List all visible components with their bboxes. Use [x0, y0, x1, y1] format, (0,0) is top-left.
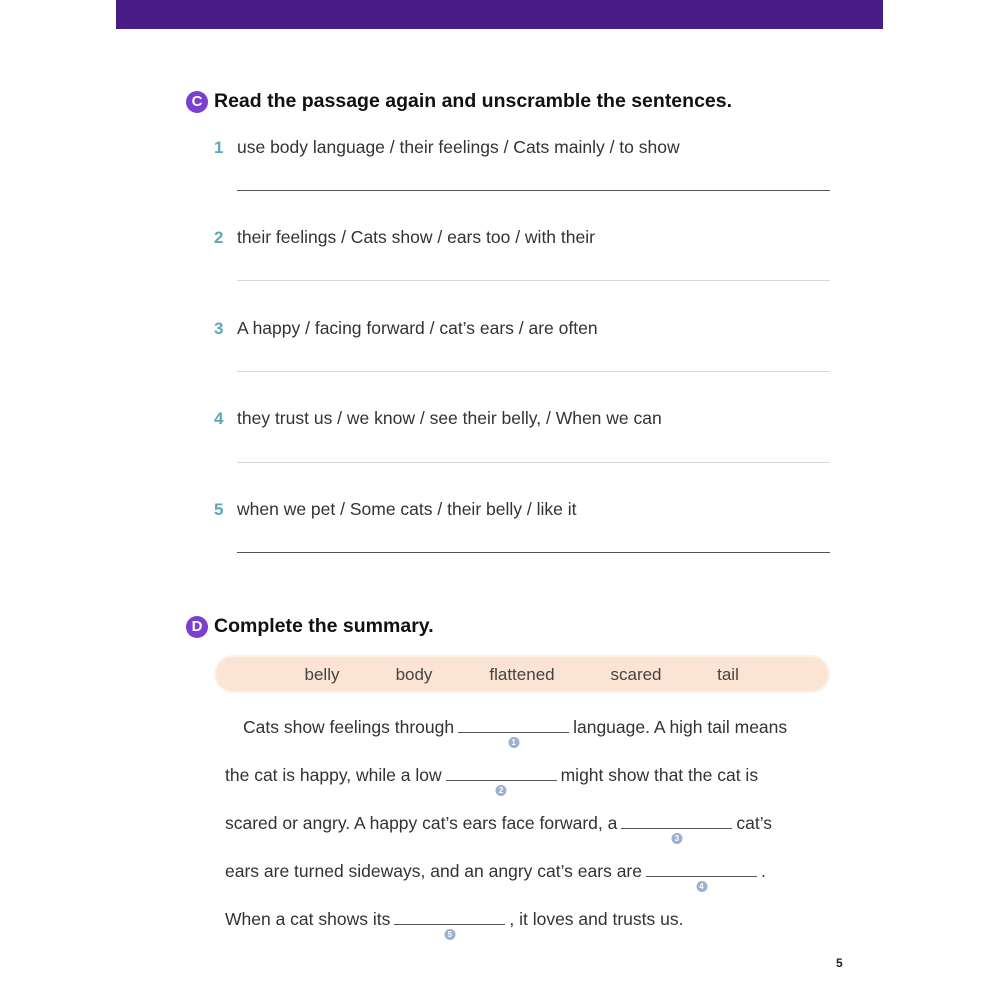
blank-2[interactable] — [446, 779, 557, 795]
item-number: 2 — [214, 228, 224, 247]
blank-marker-4: 4 — [696, 881, 707, 892]
page-number: 5 — [836, 956, 843, 970]
answer-line-1[interactable] — [237, 190, 830, 191]
blank-marker-5: 5 — [444, 929, 455, 940]
item-number: 3 — [214, 319, 224, 338]
summary-text: When a cat shows its — [225, 909, 391, 929]
section-c-badge: C — [186, 91, 208, 113]
blank-1[interactable] — [458, 731, 569, 747]
answer-line-5[interactable] — [237, 552, 830, 553]
section-d-badge: D — [186, 616, 208, 638]
item-number: 1 — [214, 138, 224, 157]
item-number: 5 — [214, 500, 224, 519]
section-c-heading — [186, 90, 732, 113]
word-bank-item: body — [395, 665, 433, 684]
word-bank-item: tail — [717, 665, 739, 684]
word-bank — [216, 657, 828, 691]
item-text: their feelings / Cats show / ears too / with their — [237, 227, 595, 247]
summary-line-1 — [243, 717, 788, 747]
summary-line-5 — [225, 909, 684, 939]
summary-text: might show that the cat is — [560, 765, 759, 785]
list-item — [214, 499, 576, 520]
item-text: they trust us / we know / see their belly, / When we can — [237, 408, 662, 428]
summary-line-2 — [225, 765, 759, 795]
blank-3[interactable] — [621, 827, 732, 843]
section-d-title: Complete the summary. — [214, 615, 434, 637]
word-bank-item: belly — [304, 665, 340, 684]
answer-line-2[interactable] — [237, 280, 830, 281]
blank-marker-2: 2 — [496, 785, 507, 796]
word-bank-item: scared — [610, 665, 662, 684]
list-item — [214, 408, 662, 429]
list-item — [214, 227, 595, 248]
blank-marker-1: 1 — [508, 737, 519, 748]
item-text: when we pet / Some cats / their belly / like it — [237, 499, 577, 519]
blank-marker-3: 3 — [671, 833, 682, 844]
summary-text: the cat is happy, while a low — [225, 765, 442, 785]
blank-4[interactable] — [646, 875, 757, 891]
summary-text: . — [761, 861, 766, 881]
section-d-heading — [186, 615, 434, 638]
item-text: use body language / their feelings / Cats mainly / to show — [237, 137, 680, 157]
blank-5[interactable] — [394, 923, 505, 939]
list-item — [214, 137, 680, 158]
summary-line-3 — [225, 813, 773, 843]
summary-line-4 — [225, 861, 766, 891]
list-item — [214, 318, 598, 339]
summary-text: scared or angry. A happy cat’s ears face forward, a — [225, 813, 618, 833]
summary-text: ears are turned sideways, and an angry cat’s ears are — [225, 861, 642, 881]
word-bank-item: flattened — [489, 665, 555, 684]
section-c-title: Read the passage again and unscramble the sentences. — [214, 90, 733, 112]
item-text: A happy / facing forward / cat’s ears / are often — [237, 318, 598, 338]
summary-text: Cats show feelings through — [243, 717, 455, 737]
summary-text: cat’s — [736, 813, 773, 833]
item-number: 4 — [214, 409, 224, 428]
answer-line-4[interactable] — [237, 462, 830, 463]
header-bar — [116, 0, 883, 29]
summary-text: , it loves and trusts us. — [509, 909, 684, 929]
summary-text: language. A high tail means — [573, 717, 788, 737]
answer-line-3[interactable] — [237, 371, 830, 372]
